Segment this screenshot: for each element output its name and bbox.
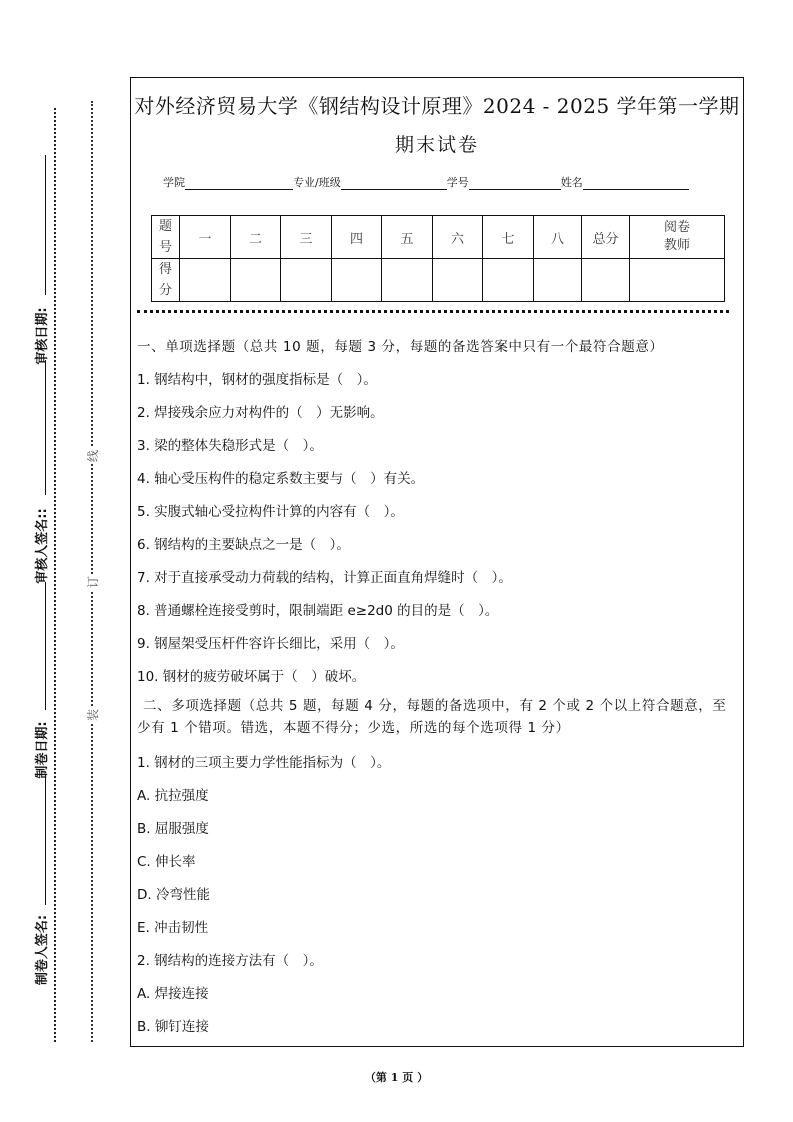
col-header-2: 二 xyxy=(231,216,281,259)
exam-title: 对外经济贸易大学《钢结构设计原理》2024 - 2025 学年第一学期 xyxy=(134,94,740,118)
page-number: （第 1 页 ） xyxy=(364,1071,429,1084)
s1-question-8: 8. 普通螺栓连接受剪时，限制端距 e≥2d0 的目的是（ ）。 xyxy=(137,603,499,619)
bind-char-staple: 订 xyxy=(85,576,100,589)
score-cell-3[interactable] xyxy=(281,259,332,302)
student-id-field[interactable] xyxy=(469,177,561,190)
s2-q1-option-e: E. 冲击韧性 xyxy=(137,920,209,936)
major-class-label: 专业/班级 xyxy=(293,176,341,189)
s1-question-2: 2. 焊接残余应力对构件的（ ）无影响。 xyxy=(137,405,384,421)
reviewer-sign-label: 审核人签名:: xyxy=(34,508,50,584)
name-field[interactable] xyxy=(583,177,689,190)
college-field[interactable] xyxy=(185,177,293,190)
maker-sign-blank xyxy=(45,775,46,905)
score-cell-7[interactable] xyxy=(483,259,534,302)
review-date-label: 审核日期: xyxy=(34,307,50,365)
make-date-label: 制卷日期: xyxy=(34,721,50,779)
s2-q1-option-b: B. 屈服强度 xyxy=(137,821,209,837)
bind-char-bind: 装 xyxy=(85,709,100,722)
make-date-blank xyxy=(45,582,46,710)
binding-dotted-line-outer xyxy=(54,108,56,1042)
s1-question-1: 1. 钢结构中，钢材的强度指标是（ ）。 xyxy=(137,372,377,388)
s2-q2-option-b: B. 铆钉连接 xyxy=(137,1019,209,1035)
major-class-field[interactable] xyxy=(341,177,447,190)
bind-char-line: 线 xyxy=(85,450,100,463)
s2-q1-option-d: D. 冷弯性能 xyxy=(137,887,210,903)
s2-q1-stem: 1. 钢材的三项主要力学性能指标为（ ）。 xyxy=(137,755,391,771)
section1-heading: 一、单项选择题（总共 10 题，每题 3 分，每题的备选答案中只有一个最符合题意） xyxy=(137,339,664,355)
maker-sign-label: 制卷人签名: xyxy=(34,914,50,986)
binding-dotted-line-inner xyxy=(91,101,93,1042)
college-label: 学院 xyxy=(163,176,185,189)
s1-question-9: 9. 钢屋架受压杆件容许长细比，采用（ ）。 xyxy=(137,636,404,652)
score-cell-2[interactable] xyxy=(231,259,281,302)
score-cell-total[interactable] xyxy=(582,259,630,302)
score-table-header-row xyxy=(152,216,725,259)
s2-q2-stem: 2. 钢结构的连接方法有（ ）。 xyxy=(137,953,323,969)
s1-question-3: 3. 梁的整体失稳形式是（ ）。 xyxy=(137,438,323,454)
col-header-6: 六 xyxy=(433,216,483,259)
s1-question-10: 10. 钢材的疲劳破坏属于（ ）破坏。 xyxy=(137,669,366,685)
student-id-label: 学号 xyxy=(446,176,469,189)
review-date-blank xyxy=(45,155,46,295)
score-table-score-row xyxy=(152,259,725,302)
col-header-total: 总分 xyxy=(582,216,630,259)
score-row-header: 得分 xyxy=(152,259,180,302)
col-header-1: 一 xyxy=(180,216,231,259)
exam-subtitle: 期末试卷 xyxy=(394,134,479,156)
exam-page-frame xyxy=(130,77,744,1047)
score-cell-6[interactable] xyxy=(433,259,483,302)
student-info-row xyxy=(163,174,689,190)
s2-q1-option-a: A. 抗拉强度 xyxy=(137,788,209,804)
s1-question-6: 6. 钢结构的主要缺点之一是（ ）。 xyxy=(137,537,350,553)
s1-question-5: 5. 实腹式轴心受拉构件计算的内容有（ ）。 xyxy=(137,504,404,520)
score-table xyxy=(151,215,725,302)
question-number-header: 题号 xyxy=(152,216,180,259)
s2-q2-option-a: A. 焊接连接 xyxy=(137,986,209,1002)
col-header-7: 七 xyxy=(483,216,534,259)
s1-question-4: 4. 轴心受压构件的稳定系数主要与（ ）有关。 xyxy=(137,471,425,487)
s1-question-7: 7. 对于直接承受动力荷载的结构，计算正面直角焊缝时（ ）。 xyxy=(137,570,512,586)
col-header-4: 四 xyxy=(332,216,382,259)
score-cell-1[interactable] xyxy=(180,259,231,302)
col-header-grader: 阅卷 教师 xyxy=(630,216,725,259)
s2-q1-option-c: C. 伸长率 xyxy=(137,854,196,870)
score-cell-4[interactable] xyxy=(332,259,382,302)
reviewer-sign-blank xyxy=(45,360,46,495)
col-header-8: 八 xyxy=(534,216,582,259)
col-header-5: 五 xyxy=(382,216,433,259)
score-cell-5[interactable] xyxy=(382,259,433,302)
name-label: 姓名 xyxy=(560,176,583,189)
score-cell-grader[interactable] xyxy=(630,259,725,302)
score-cell-8[interactable] xyxy=(534,259,582,302)
col-header-3: 三 xyxy=(281,216,332,259)
dotted-separator xyxy=(137,310,729,313)
section2-heading: 二、多项选择题（总共 5 题，每题 4 分，每题的备选项中，有 2 个或 2 个以上符合题意，至少有 1 个错项。错选，本题不得分；少选，所选的每个选项得 1 分） xyxy=(137,698,727,736)
